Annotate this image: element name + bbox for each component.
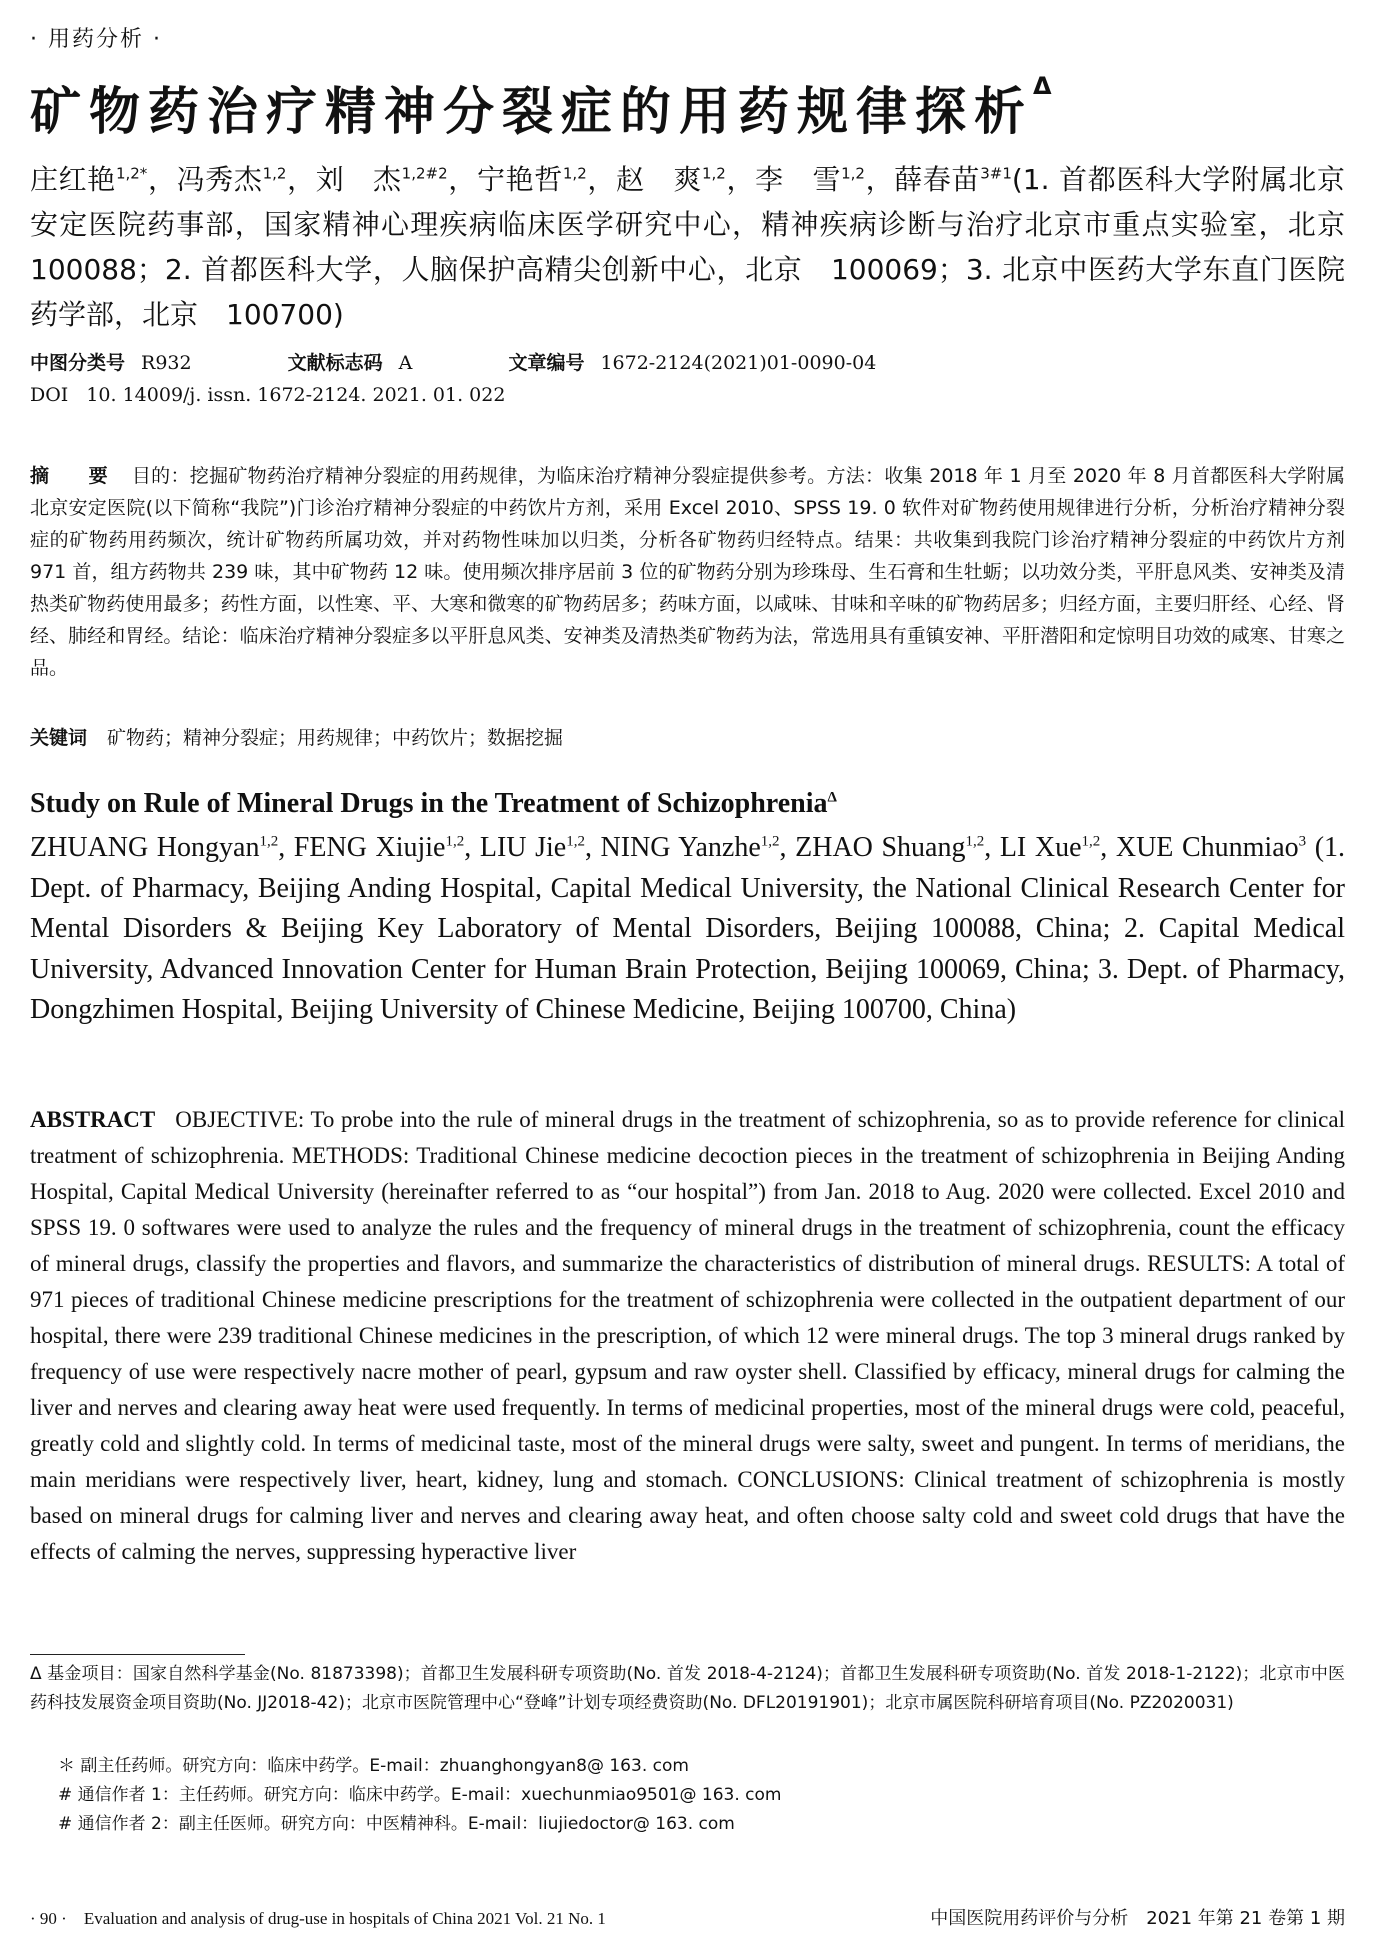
author-en: ZHUANG Hongyan$^{1,2}$ <box>30 832 279 863</box>
footnote-divider <box>30 1654 245 1655</box>
keywords-cn-text: 矿物药；精神分裂症；用药规律；中药饮片；数据挖掘 <box>107 727 564 749</box>
doc-code-label: 文献标志码 <box>287 352 383 374</box>
abstract-en <box>30 1102 1345 1570</box>
clc-label: 中图分类号 <box>30 352 126 374</box>
article-no-label: 文章编号 <box>508 352 585 374</box>
author-cn: 薛春苗$^{3\#1}$ <box>894 163 1012 196</box>
affiliations-en: (1. Dept. of Pharmacy, Beijing Anding Hospital, Capital Medical University, the National Clinical Research Center for Mental Disorders & Beijing Key Laboratory of Mental Disorders, Beijing 100088, China; 2. Capital Medical University, Advanced Innovation Center for Human Brain Protection, Beijing 100069, China; 3. Dept. of Pharmacy, Dongzhimen Hospital, Beijing University of Chinese Medicine, Beijing 100700, China) <box>30 832 1346 1025</box>
author-en: LIU Jie$^{1,2}$ <box>479 832 585 863</box>
doc-code-value: A <box>398 352 413 374</box>
author-cn: 李 雪$^{1,2}$ <box>755 163 865 196</box>
abstract-en-label: ABSTRACT <box>30 1107 156 1132</box>
keywords-cn-label: 关键词 <box>30 727 88 749</box>
title-fund-mark: Δ <box>1033 72 1052 100</box>
clc-value: R932 <box>141 352 192 374</box>
author-en: XUE Chunmiao$^3$ <box>1115 832 1307 863</box>
footer-right: 中国医院用药评价与分析 2021 年第 21 卷第 1 期 <box>930 1908 1345 1929</box>
footnote-note3: # 通信作者 2：副主任医师。研究方向：中医精神科。E-mail：liujiedoctor@ 163. com <box>58 1814 735 1834</box>
abstract-cn-text: 目的：挖掘矿物药治疗精神分裂症的用药规律，为临床治疗精神分裂症提供参考。方法：收集 2018 年 1 月至 2020 年 8 月首都医科大学附属北京安定医院(以下简称“我院”)门诊治疗精神分裂症的中药饮片方剂，采用 Excel 2010、SPSS 19. 0 软件对矿物药使用规律进行分析，分析治疗精神分裂症的矿物药用药频次，统计矿物药所属功效，并对药物性味加以归类，分析各矿物药归经特点。结果：共收集到我院门诊治疗精神分裂症的中药饮片方剂 971 首，组方药物共 239 味，其中矿物药 12 味。使用频次排序居前 3 位的矿物药分别为珍珠母、生石膏和生牡蛎；以功效分类，平肝息风类、安神类及清热类矿物药使用最多；药性方面，以性寒、平、大寒和微寒的矿物药居多；药味方面，以咸味、甘味和辛味的矿物药居多；归经方面，主要归肝经、心经、肾经、肺经和胃经。结论：临床治疗精神分裂症多以平肝息风类、安神类及清热类矿物药为法，常选用具有重镇安神、平肝潜阳和定惊明目功效的咸寒、甘寒之品。 <box>30 465 1345 679</box>
abstract-en-text: OBJECTIVE: To probe into the rule of mineral drugs in the treatment of schizophrenia, so as to provide reference for clinical treatment of schizophrenia. METHODS: Traditional Chinese medicine decoction pieces in the treatment of schizophrenia in Beijing Anding Hospital, Capital Medical University (hereinafter referred to as “our hospital”) from Jan. 2018 to Aug. 2020 were collected. Excel 2010 and SPSS 19. 0 softwares were used to analyze the rules and the frequency of mineral drugs in the treatment of schizophrenia, count the efficacy of mineral drugs, classify the properties and flavors, and summarize the characteristics of distribution of mineral drugs. RESULTS: A total of 971 pieces of traditional Chinese medicine prescriptions for the treatment of schizophrenia were collected in the outpatient department of our hospital, there were 239 traditional Chinese medicines in the prescription, of which 12 were mineral drugs. The top 3 mineral drugs ranked by frequency of use were respectively nacre mother of pearl, gypsum and raw oyster shell. Classified by efficacy, mineral drugs for calming the liver and nerves and clearing away heat were used frequently. In terms of medicinal properties, most of the mineral drugs were cold, peaceful, greatly cold and slightly cold. In terms of medicinal taste, most of the mineral drugs were salty, sweet and pungent. In terms of meridians, the main meridians were respectively liver, heart, kidney, lung and stomach. CONCLUSIONS: Clinical treatment of schizophrenia is mostly based on mineral drugs for calming liver and nerves and clearing away heat, and often choose salty cold and sweet cold drugs that have the effects of calming the nerves, suppressing hyperactive liver <box>30 1107 1345 1564</box>
classification-line <box>30 348 876 375</box>
author-cn: 庄红艳$^{1,2*}$ <box>30 163 148 196</box>
author-cn: 赵 爽$^{1,2}$ <box>616 163 726 196</box>
title-en-fund-mark: Δ <box>827 789 837 806</box>
title-cn-text: 矿物药治疗精神分裂症的用药规律探析 <box>30 83 1034 142</box>
fund-footnote: Δ 基金项目：国家自然科学基金(No. 81873398)；首都卫生发展科研专项资助(No. 首发 2018-4-2124)；首都卫生发展科研专项资助(No. 首发 2018-1-2122)；北京市中医药科技发展资金项目资助(No. JJ2018-42)；北京市医院管理中心“登峰”计划专项经费资助(No. DFL20191901)；北京市属医院科研培育项目(No. PZ2020031) <box>30 1664 1345 1713</box>
author-cn: 刘 杰$^{1,2\#2}$ <box>315 163 448 196</box>
article-no-value: 1672-2124(2021)01-0090-04 <box>600 352 877 374</box>
keywords-cn <box>30 722 1345 754</box>
title-en <box>30 788 837 820</box>
doi-line <box>30 384 505 406</box>
doi-value: 10. 14009/j. issn. 1672-2124. 2021. 01. 022 <box>86 384 506 406</box>
footnote-note1: ＊ 副主任药师。研究方向：临床中药学。E-mail：zhuanghongyan8@ 163. com <box>58 1756 689 1776</box>
footnote-note2: # 通信作者 1：主任药师。研究方向：临床中药学。E-mail：xuechunmiao9501@ 163. com <box>58 1785 782 1805</box>
section-tag: · 用药分析 · <box>30 27 162 52</box>
abstract-cn <box>30 460 1345 684</box>
abstract-cn-label: 摘 要 <box>30 465 118 487</box>
author-cn: 冯秀杰$^{1,2}$ <box>176 163 287 196</box>
footer-left: · 90 · Evaluation and analysis of drug-use in hospitals of China 2021 Vol. 21 No. 1 <box>30 1909 606 1928</box>
author-en: LI Xue$^{1,2}$ <box>999 832 1101 863</box>
title-cn <box>30 70 1052 144</box>
author-en: NING Yanzhe$^{1,2}$ <box>600 832 780 863</box>
author-en: FENG Xiujie$^{1,2}$ <box>293 832 465 863</box>
doi-label: DOI <box>30 384 69 406</box>
author-cn: 宁艳哲$^{1,2}$ <box>476 163 587 196</box>
authors-en-block: ZHUANG Hongyan$^{1,2}$, FENG Xiujie$^{1,2}$, LIU Jie$^{1,2}$, NING Yanzhe$^{1,2}$, ZHAO Shuang$^{1,2}$, LI Xue$^{1,2}$, XUE Chunmiao$^3$ (1. Dept. of Pharmacy, Beijing Anding Hospital, Capital Medical University, the National Clinical Research Center for Mental Disorders & Beijing Key Laboratory of Mental Disorders, Beijing 100088, China; 2. Capital Medical University, Advanced Innovation Center for Human Brain Protection, Beijing 100069, China; 3. Dept. of Pharmacy, Dongzhimen Hospital, Beijing University of Chinese Medicine, Beijing 100700, China) <box>30 832 1346 1025</box>
affiliations-cn: (1. 首都医科大学附属北京安定医院药事部，国家精神心理疾病临床医学研究中心，精神疾病诊断与治疗北京市重点实验室，北京 100088；2. 首都医科大学，人脑保护高精尖创新中心，北京 100069；3. 北京中医药大学东直门医院药学部，北京 100700) <box>30 163 1374 331</box>
author-en: ZHAO Shuang$^{1,2}$ <box>795 832 985 863</box>
title-en-text: Study on Rule of Mineral Drugs in the Treatment of Schizophrenia <box>30 788 828 819</box>
authors-cn-block: 庄红艳$^{1,2*}$，冯秀杰$^{1,2}$，刘 杰$^{1,2\#2}$，宁艳哲$^{1,2}$，赵 爽$^{1,2}$，李 雪$^{1,2}$，薛春苗$^{3\#1}$(1. 首都医科大学附属北京安定医院药事部，国家精神心理疾病临床医学研究中心，精神疾病诊断与治疗北京市重点实验室，北京 100088；2. 首都医科大学，人脑保护高精尖创新中心，北京 100069；3. 北京中医药大学东直门医院药学部，北京 100700) <box>30 163 1374 331</box>
